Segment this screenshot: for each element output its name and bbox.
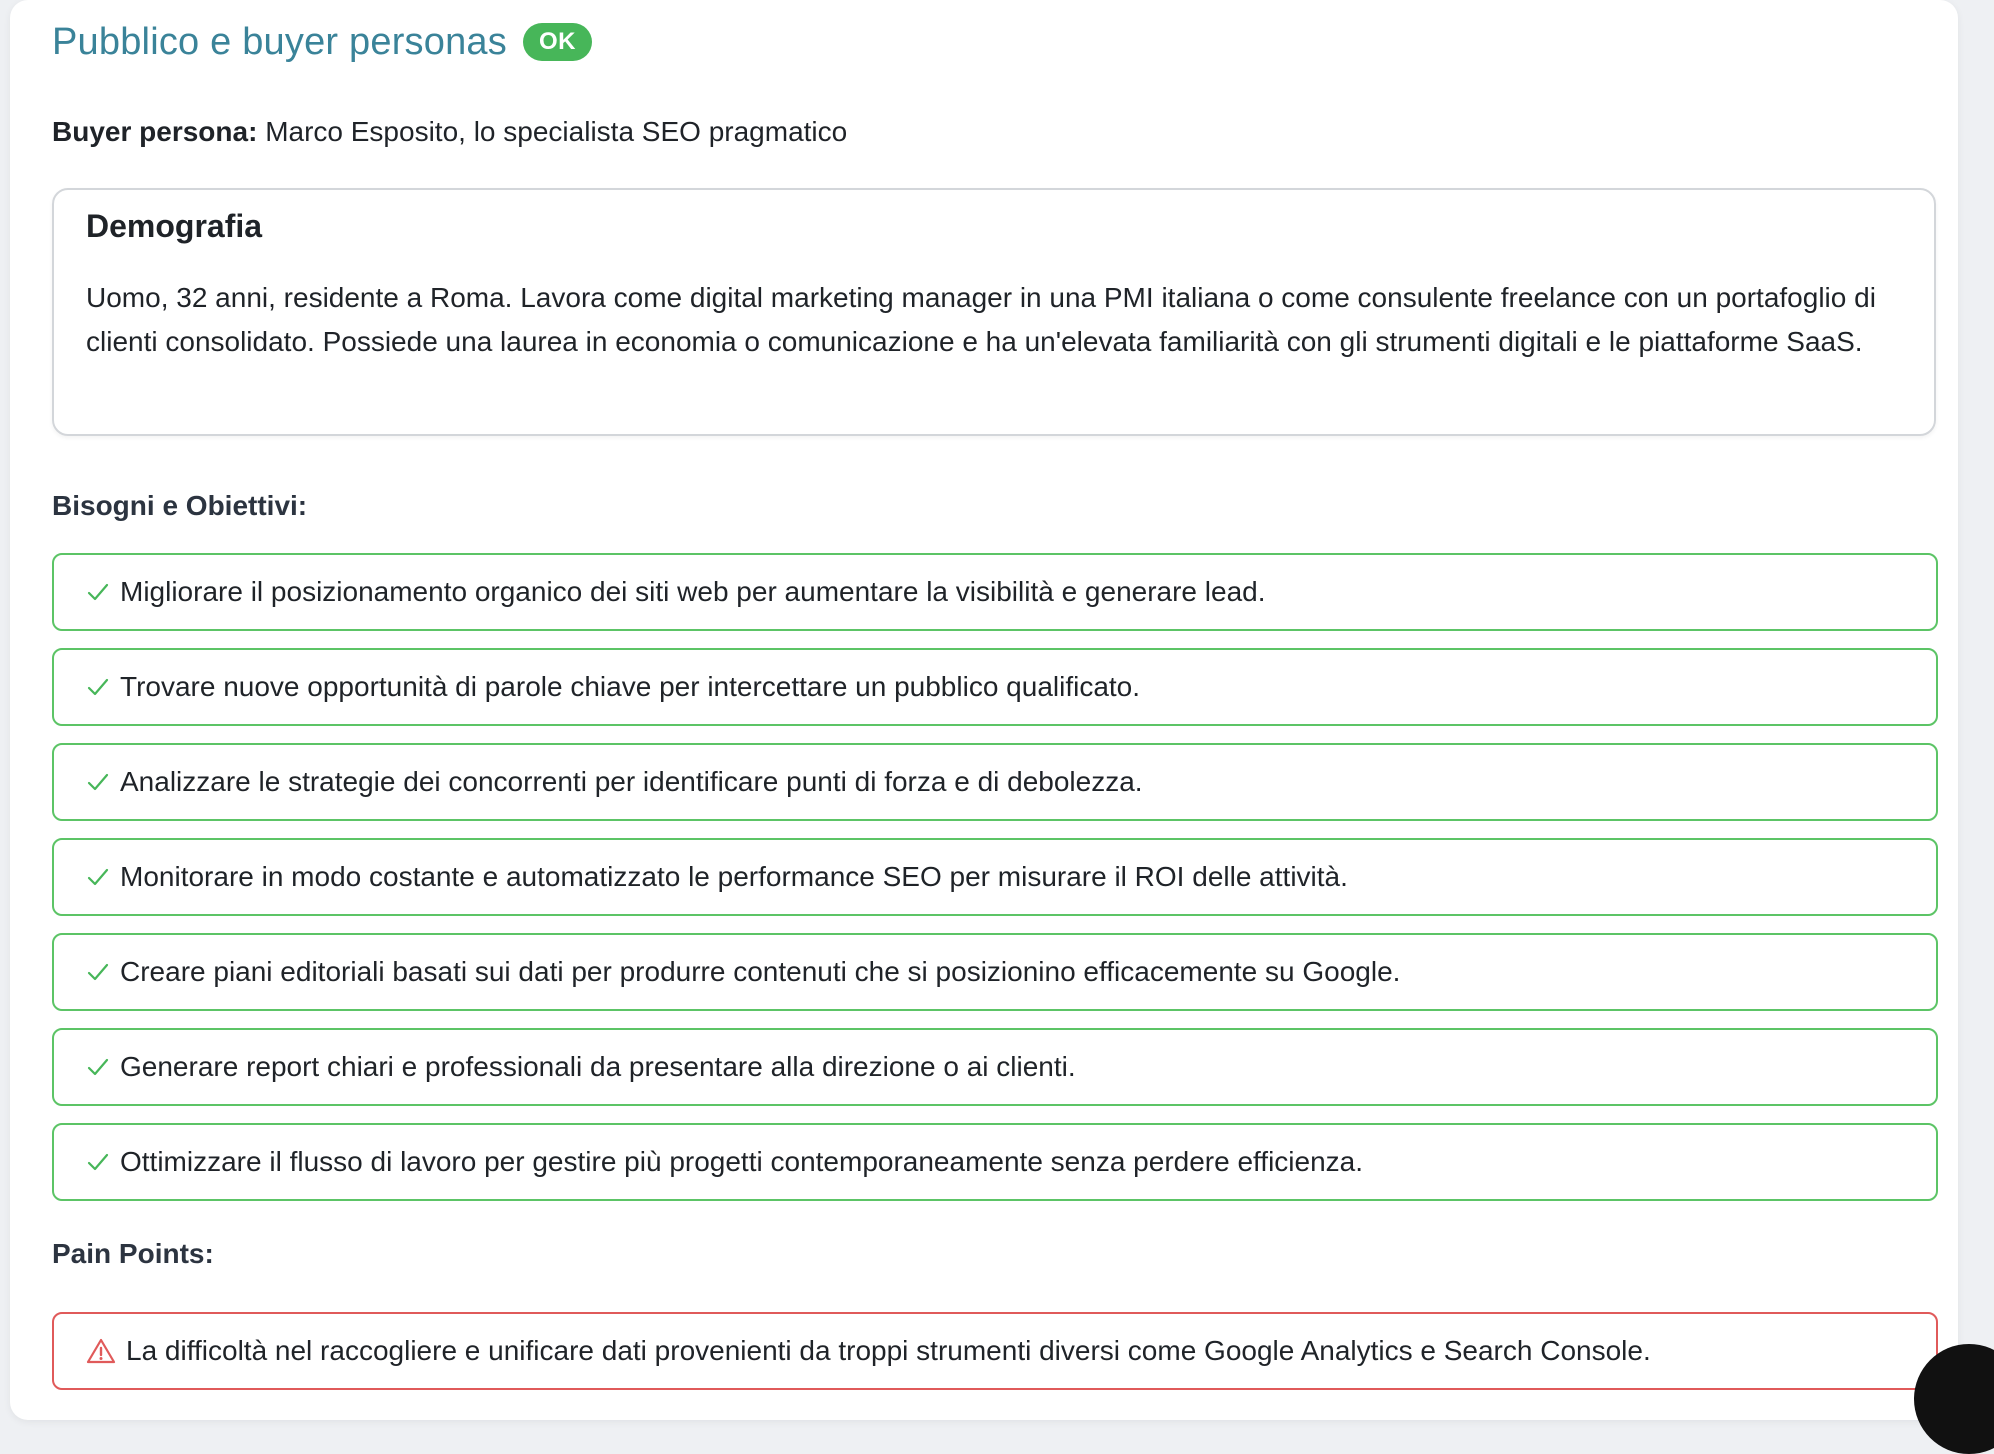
need-item (52, 1123, 1938, 1201)
needs-heading: Bisogni e Obiettivi: (52, 490, 308, 521)
check-icon (86, 1055, 110, 1079)
check-icon (86, 865, 110, 889)
status-badge: OK (523, 23, 592, 61)
check-icon (86, 1150, 110, 1174)
need-item (52, 553, 1938, 631)
warning-icon (86, 1337, 116, 1365)
persona-card (10, 0, 1958, 1420)
need-text: Monitorare in modo costante e automatizzato le performance SEO per misurare il ROI delle attività. (120, 861, 1348, 892)
pain-point-item (52, 1312, 1938, 1390)
section-title: Pubblico e buyer personas (52, 20, 507, 63)
need-item (52, 743, 1938, 821)
need-item (52, 933, 1938, 1011)
need-text: Analizzare le strategie dei concorrenti per identificare punti di forza e di debolezza. (120, 766, 1143, 797)
check-icon (86, 580, 110, 604)
demographics-title: Demografia (86, 208, 263, 244)
demographics-text: Uomo, 32 anni, residente a Roma. Lavora come digital marketing manager in una PMI italiana o come consulente freelance con un portafoglio di clienti consolidato. Possiede una laurea in economia o comunicazione e ha un'elevata familiarità con gli strumenti digitali e le piattaforme SaaS. (86, 282, 1876, 357)
needs-list (52, 553, 1938, 1201)
need-text: Generare report chiari e professionali da presentare alla direzione o ai clienti. (120, 1051, 1076, 1082)
need-item (52, 838, 1938, 916)
need-text: Creare piani editoriali basati sui dati per produrre contenuti che si posizionino efficacemente su Google. (120, 956, 1401, 987)
need-item (52, 648, 1938, 726)
buyer-persona-value: Marco Esposito, lo specialista SEO pragmatico (265, 116, 848, 147)
pain-points-list (52, 1312, 1938, 1390)
buyer-persona-line (52, 116, 847, 148)
need-text: Trovare nuove opportunità di parole chiave per intercettare un pubblico qualificato. (120, 671, 1141, 702)
need-text: Ottimizzare il flusso di lavoro per gestire più progetti contemporaneamente senza perdere efficienza. (120, 1146, 1364, 1177)
check-icon (86, 960, 110, 984)
pain-points-heading: Pain Points: (52, 1238, 214, 1269)
demographics-box (52, 188, 1936, 436)
check-icon (86, 770, 110, 794)
check-icon (86, 675, 110, 699)
buyer-persona-label: Buyer persona: (52, 116, 258, 147)
pain-point-text: La difficoltà nel raccogliere e unificare dati provenienti da troppi strumenti diversi come Google Analytics e Search Console. (126, 1335, 1651, 1366)
need-text: Migliorare il posizionamento organico dei siti web per aumentare la visibilità e generare lead. (120, 576, 1266, 607)
section-header (52, 16, 592, 68)
need-item (52, 1028, 1938, 1106)
